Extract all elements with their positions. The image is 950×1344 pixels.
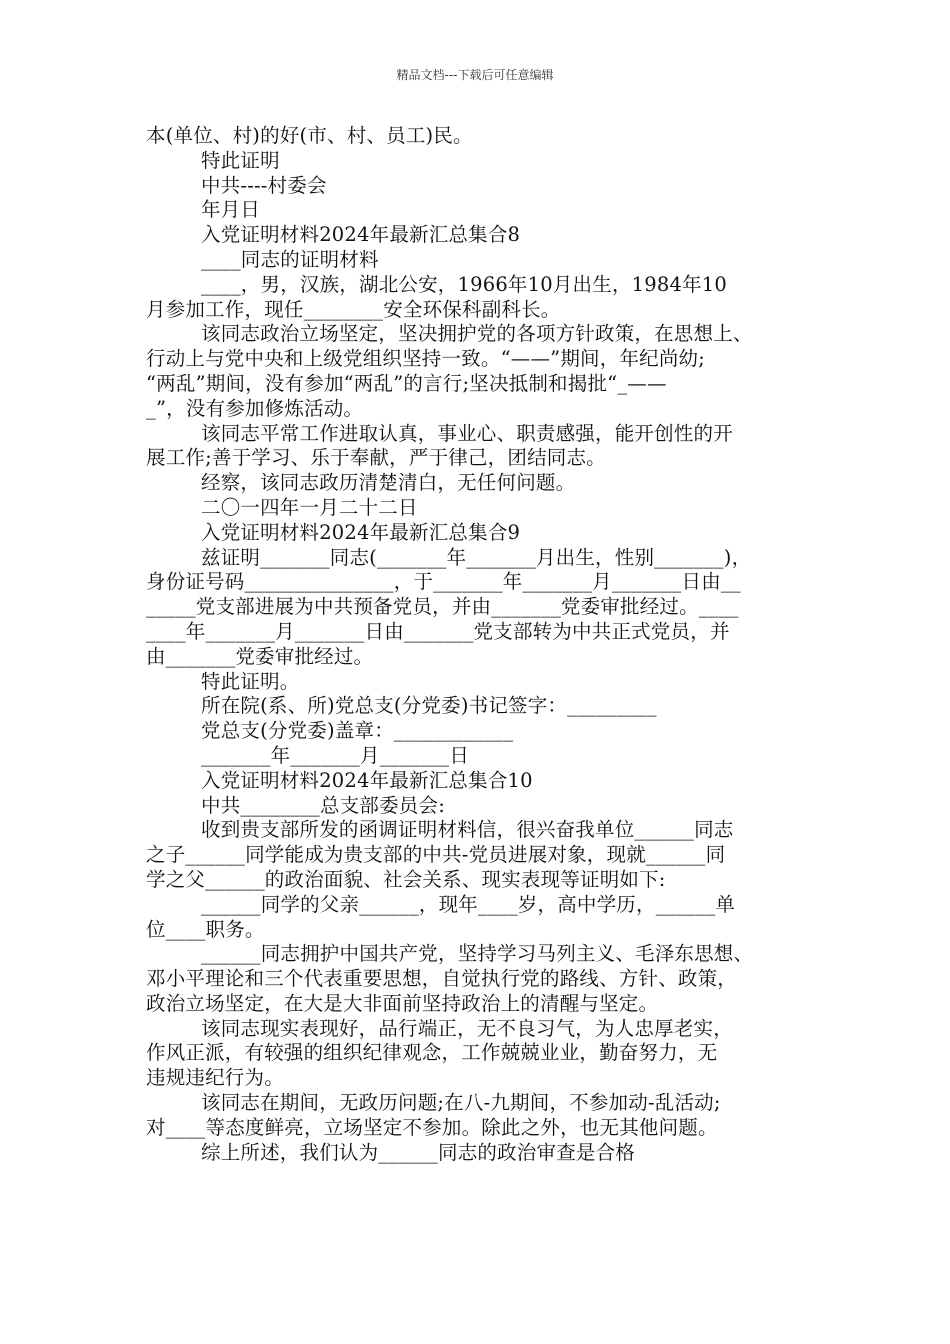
- text-line: 入党证明材料2024年最新汇总集合9: [201, 520, 521, 544]
- text-line: 该同志现实表现好，品行端正，无不良习气，为人忠厚老实，: [201, 1016, 733, 1040]
- text-line: _____党支部进展为中共预备党员，并由_______党委审批经过。____: [146, 595, 739, 619]
- text-line: 特此证明: [201, 148, 280, 172]
- text-line: 中共----村委会: [201, 173, 327, 197]
- text-line: 入党证明材料2024年最新汇总集合8: [201, 223, 521, 247]
- text-line: 特此证明。: [201, 669, 300, 693]
- text-line: 综上所述，我们认为______同志的政治审查是合格: [201, 1140, 636, 1164]
- text-line: 入党证明材料2024年最新汇总集合10: [201, 768, 533, 792]
- text-line: _______年_______月_______日: [201, 743, 470, 767]
- text-line: 身份证号码_______________，于_______年_______月_______日由__: [146, 570, 741, 594]
- text-line: 所在院(系、所)党总支(分党委)书记签字：_________: [201, 694, 657, 718]
- text-line: 兹证明_______同志(_______年_______月出生，性别_______)，: [201, 545, 752, 569]
- text-line: 该同志在期间，无政历问题;在八-九期间，不参加动-乱活动;: [201, 1091, 721, 1115]
- text-line: 对____等态度鲜亮，立场坚定不参加。除此之外，也无其他问题。: [146, 1115, 718, 1139]
- text-line: 由_______党委审批经过。: [146, 644, 374, 668]
- text-line: 行动上与党中央和上级党组织坚持一致。“——”期间，年纪尚幼;: [146, 347, 706, 371]
- text-line: 展工作;善于学习、乐于奉献，严于律己，团结同志。: [146, 446, 606, 470]
- text-line: 邓小平理论和三个代表重要思想，自觉执行党的路线、方针、政策，: [146, 967, 738, 991]
- text-line: 二〇一四年一月二十二日: [201, 495, 418, 519]
- text-line: 经察，该同志政历清楚清白，无任何问题。: [201, 471, 576, 495]
- text-line: ______同志拥护中国共产党，坚持学习马列主义、毛泽东思想、: [201, 942, 754, 966]
- text-line: 该同志政治立场坚定，坚决拥护党的各项方针政策，在思想上、: [201, 322, 753, 346]
- text-line: 违规违纪行为。: [146, 1066, 284, 1090]
- text-line: ____年_______月_______日由_______党支部转为中共正式党员，并: [146, 619, 730, 643]
- text-line: 党总支(分党委)盖章：____________: [201, 719, 514, 743]
- text-line: 学之父______的政治面貌、社会关系、现实表现等证明如下:: [146, 867, 666, 891]
- text-line: 收到贵支部所发的函调证明材料信，很兴奋我单位______同志: [201, 818, 734, 842]
- text-line: 政治立场坚定，在大是大非面前坚持政治上的清醒与坚定。: [146, 991, 659, 1015]
- text-line: 该同志平常工作进取认真，事业心、职责感强，能开创性的开: [201, 421, 733, 445]
- text-line: 本(单位、村)的好(市、村、员工)民。: [146, 124, 473, 147]
- text-line: ______同学的父亲______，现年____岁，高中学历，______单: [201, 892, 736, 916]
- text-line: 年月日: [201, 198, 261, 222]
- document-body: [146, 124, 826, 1165]
- text-line: 月参加工作，现任________安全环保科副科长。: [146, 297, 561, 321]
- text-line: ____同志的证明材料: [201, 247, 379, 271]
- text-line: “两乱”期间，没有参加“两乱”的言行;坚决抵制和揭批“_——: [146, 371, 667, 395]
- text-line: _”，没有参加修炼活动。: [146, 396, 364, 420]
- text-line: 位____职务。: [146, 917, 265, 941]
- text-line: ____，男，汉族，湖北公安，1966年10月出生，1984年10: [201, 272, 727, 296]
- text-line: 中共________总支部委员会:: [201, 793, 445, 817]
- page-header: 精品文档---下载后可任意编辑: [396, 68, 554, 82]
- text-line: 作风正派，有较强的组织纪律观念，工作兢兢业业，勤奋努力，无: [146, 1041, 718, 1065]
- text-line: 之子______同学能成为贵支部的中共-党员进展对象，现就______同: [146, 843, 726, 867]
